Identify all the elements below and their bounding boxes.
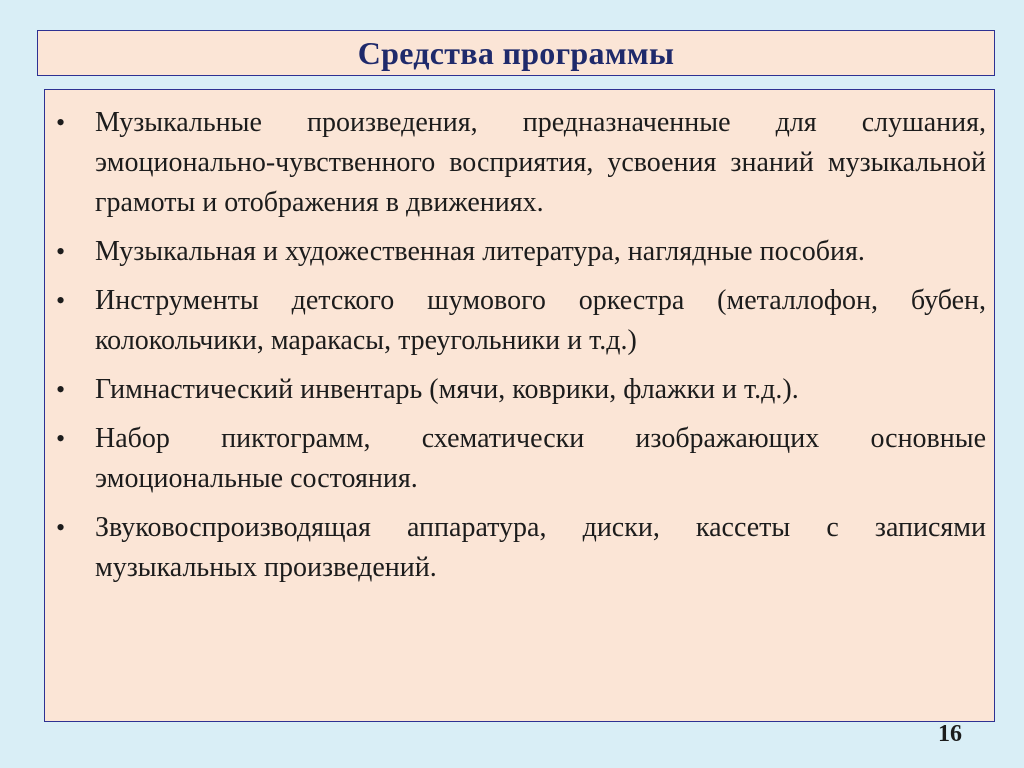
list-item [56, 508, 986, 588]
bullet-icon: • [56, 237, 66, 266]
list-item-text: Набор пиктограмм, схематически изображающих основные эмоциональные состояния. [95, 423, 986, 494]
list-item [56, 281, 986, 361]
list-item-text: Инструменты детского шумового оркестра (металлофон, бубен, колокольчики, маракасы, треугольники и т.д.) [95, 285, 986, 356]
bullet-icon: • [56, 286, 66, 315]
list-item-text: Звуковоспроизводящая аппаратура, диски, кассеты с записями музыкальных произведений. [95, 512, 986, 583]
list-item-text: Гимнастический инвентарь (мячи, коврики, флажки и т.д.). [95, 374, 799, 405]
list-item-text: Музыкальные произведения, предназначенные для слушания, эмоционально-чувственного восприятия, усвоения знаний музыкальной грамоты и отображения в движениях. [95, 107, 986, 218]
bullet-icon: • [56, 424, 66, 453]
list-item [56, 370, 986, 410]
title-box [37, 30, 995, 76]
content-box [44, 89, 995, 722]
list-item-text: Музыкальная и художественная литература, наглядные пособия. [95, 236, 865, 267]
bullet-icon: • [56, 375, 66, 404]
slide-title: Средства программы [357, 34, 675, 71]
list-item [56, 103, 986, 223]
list-item [56, 419, 986, 499]
bullet-icon: • [56, 108, 66, 137]
bullet-list [56, 103, 986, 597]
list-item [56, 232, 986, 272]
page-number: 16 [938, 721, 962, 747]
bullet-icon: • [56, 513, 66, 542]
